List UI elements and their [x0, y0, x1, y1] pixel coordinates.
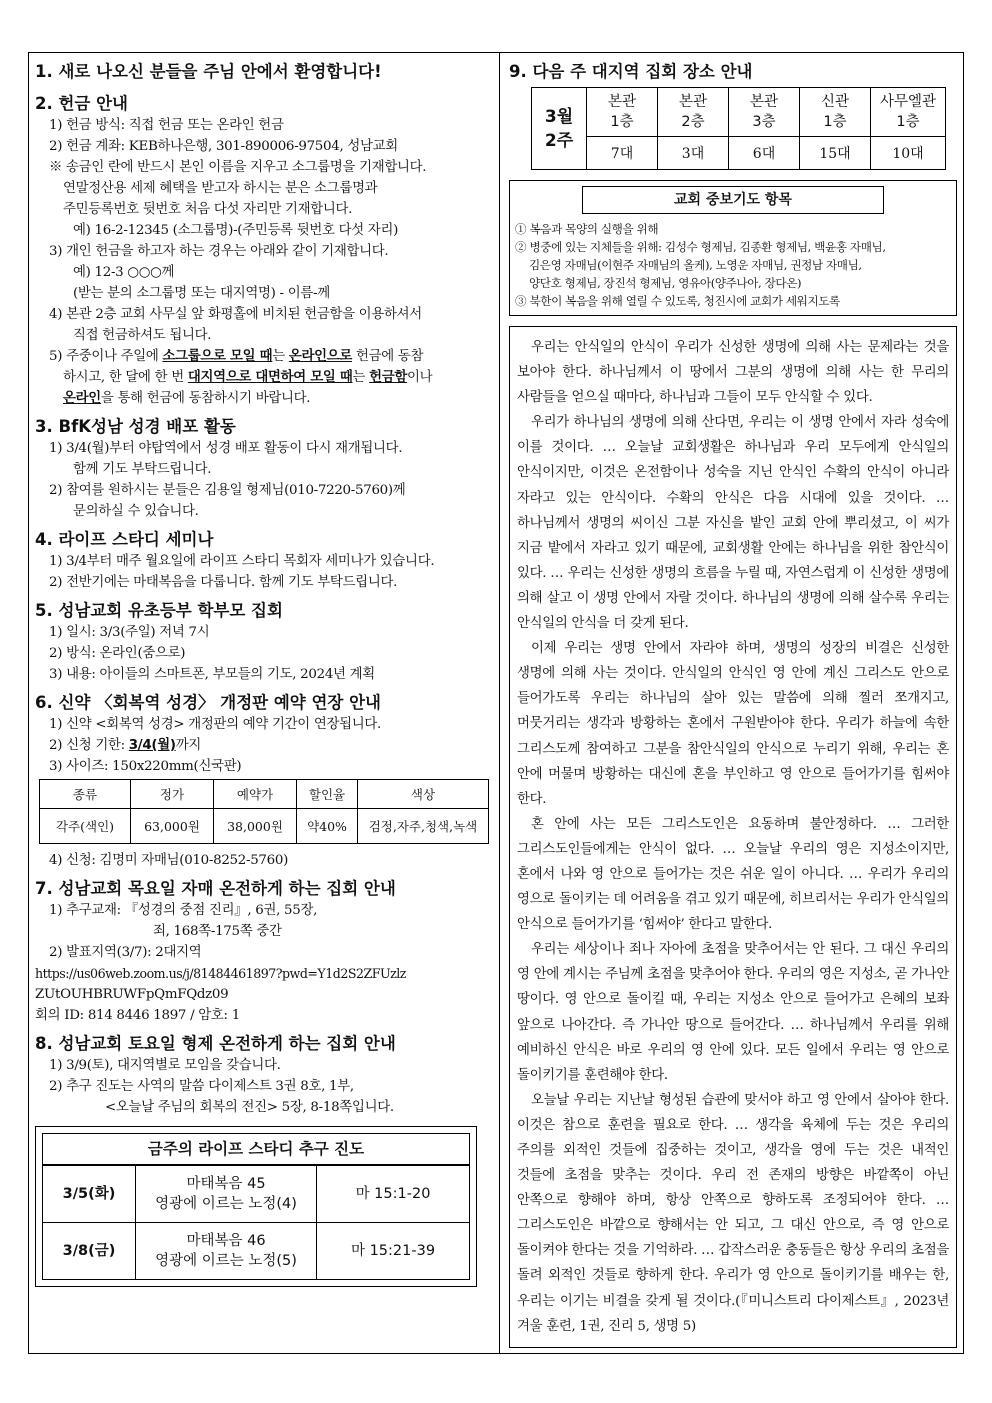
text-span: 이나	[407, 370, 433, 385]
week-number: 2주	[544, 130, 574, 151]
table-header: 정가	[131, 780, 214, 809]
table-cell: 38,000원	[214, 809, 297, 844]
section-brothers-meeting	[35, 1033, 491, 1118]
place-header	[658, 88, 729, 137]
ministry-digest-essay	[509, 326, 957, 1348]
place-building: 신관	[820, 94, 849, 110]
place-header	[800, 88, 871, 137]
text-line: 2) 헌금 계좌: KEB하나은행, 301-890006-97504, 성남교회	[49, 139, 398, 154]
section-welcome	[35, 61, 491, 83]
text-line: 1) 3/9(토), 대지역별로 모임을 갖습니다.	[49, 1058, 281, 1073]
text-span: 는	[272, 349, 289, 364]
place-header	[587, 88, 658, 137]
table-header: 할인율	[297, 780, 358, 809]
table-header: 색상	[358, 780, 489, 809]
life-study-progress-box	[35, 1126, 477, 1287]
text-line: ※ 송금인 란에 반드시 본인 이름을 지우고 소그룹명을 기재합니다.	[49, 160, 427, 175]
text-line: 죄, 168쪽-175쪽 중간	[153, 924, 282, 939]
section-title: 1. 새로 나오신 분들을 주님 안에서 환영합니다!	[35, 62, 382, 81]
section-title: 4. 라이프 스타디 세미나	[35, 530, 214, 549]
place-district: 7대	[587, 137, 658, 170]
text-line: 2) 추구 진도는 사역의 말씀 다이제스트 3권 8호, 1부,	[49, 1079, 354, 1094]
table-header: 종류	[40, 780, 131, 809]
text-span: 5) 주중이나 주일에	[49, 349, 163, 364]
text-span: 헌금에 동참	[352, 349, 424, 364]
progress-day: 3/5(화)	[43, 1166, 136, 1223]
place-floor: 1층	[896, 114, 920, 130]
place-floor: 2층	[681, 114, 705, 130]
zoom-link[interactable]: https://us06web.zoom.us/j/81484461897?pwd=Y1d2S2ZFUzlz	[35, 966, 406, 981]
table-cell: 각주(색인)	[40, 809, 131, 844]
section-life-study-seminar	[35, 529, 491, 593]
place-building: 본관	[749, 94, 778, 110]
essay-paragraph: 이제 우리는 생명 안에서 자라야 하며, 생명의 성장의 비결은 신성한 생명에 의해 사는 것이다. 안식일의 안식인 영 안에 계신 그리스도 안으로 들어가도록 우리는 하나님의 살아 있는 말씀에 의해 찔러 쪼개지고, 머뭇거리는 생각과 방황하는 혼에서 구원받아야 한다. 우리가 하늘에 속한 그리스도께 참여하고 그분을 참안식일의 안식으로 누리기 위해, 우리는 혼 안에 머물며 방황하는 대신에 혼을 부인하고 영 안으로 들어가기를 힘써야 한다.	[517, 641, 949, 807]
section-sisters-meeting	[35, 878, 491, 1026]
table-cell: 검정,자주,청색,녹색	[358, 809, 489, 844]
text-span: 는	[352, 370, 370, 385]
table-row	[40, 809, 489, 844]
text-line: 2) 방식: 온라인(줌으로)	[49, 646, 186, 661]
essay-paragraph: 오늘날 우리는 지난날 형성된 습관에 맞서야 하고 영 안에서 살아야 한다. 이것은 참으로 훈련을 필요로 한다. … 생각을 육체에 두는 것은 우리의 주의를 외적인 것들에 집중하는 것이고, 생각을 영에 두는 것은 내적인 것들에 초점을 맞추는 것이다. 우리 전 존재의 방향은 바깥쪽이 아닌 안쪽으로 향해야 하며, 항상 안쪽으로 향하도록 조정되어야 한다. … 그리스도인은 바깥으로 향해서는 안 되고, 그 대신 안으로, 즉 영 안으로 돌이켜야 한다는 것을 기억하라. … 갑작스러운 충동들은 항상 우리의 초점을 돌려 외적인 것들로 향하게 한다. 우리가 영 안으로 돌이키기를 배우는 한, 우리는 이기는 비결을 갖게 될 것이다.(『미니스트리 다이제스트』, 2023년 겨울 훈련, 1권, 진리 5, 생명 5)	[517, 1092, 949, 1334]
zoom-link-cont[interactable]: ZUtOUHBRUWFpQmFQdz09	[35, 987, 229, 1002]
text-line	[35, 346, 491, 367]
text-line: <오늘날 주님의 회복의 전진> 5장, 8-18쪽입니다.	[105, 1100, 394, 1115]
emphasis-text: 헌금함	[369, 370, 408, 385]
emphasis-text: 온라인으로	[288, 349, 353, 364]
progress-day: 3/8(금)	[43, 1223, 136, 1280]
week-month: 3월	[544, 106, 574, 127]
text-line: 2) 전반기에는 마태복음을 다룹니다. 함께 기도 부탁드립니다.	[49, 575, 398, 590]
meeting-place-table	[531, 87, 946, 170]
text-span: 을 통해 헌금에 동참하시기 바랍니다.	[100, 391, 311, 406]
section-title: 9. 다음 주 대지역 집회 장소 안내	[509, 62, 753, 81]
place-building: 사무엘관	[879, 94, 937, 110]
progress-ref: 마 15:1-20	[317, 1166, 470, 1223]
text-line: (받는 분의 소그룹명 또는 대지역명) - 이름-께	[73, 286, 330, 301]
place-header	[729, 88, 800, 137]
text-line: 1) 3/4부터 매주 월요일에 라이프 스타디 목회자 세미나가 있습니다.	[49, 554, 435, 569]
progress-message	[136, 1166, 317, 1223]
place-floor: 3층	[752, 114, 776, 130]
meeting-id: 회의 ID: 814 8446 1897 / 암호: 1	[35, 1008, 240, 1023]
text-line: 1) 일시: 3/3(주일) 저녁 7시	[49, 625, 210, 640]
column-divider	[499, 53, 500, 1353]
left-column	[35, 59, 491, 1287]
prayer-title: 교회 중보기도 항목	[582, 186, 884, 214]
text-line: 연말정산용 세제 혜택을 받고자 하시는 분은 소그룹명과	[63, 181, 378, 196]
text-line: 4) 본관 2층 교회 사무실 앞 화평홀에 비치된 헌금함을 이용하셔서	[49, 307, 422, 322]
section-title: 7. 성남교회 목요일 자매 온전하게 하는 집회 안내	[35, 879, 396, 898]
table-row	[532, 88, 946, 137]
place-floor: 1층	[610, 114, 634, 130]
text-span: 하시고, 한 달에 한 번	[63, 370, 188, 385]
message-number: 마태복음 45	[186, 1176, 266, 1192]
text-line: 예) 12-3 ○○○께	[73, 265, 175, 280]
text-line: 직접 헌금하셔도 됩니다.	[73, 328, 212, 343]
text-line: 1) 3/4(월)부터 야탑역에서 성경 배포 활동이 다시 재개됩니다.	[49, 441, 403, 456]
text-line: 3) 내용: 아이들의 스마트폰, 부모들의 기도, 2024년 계획	[49, 667, 375, 682]
prayer-item: ① 복음과 목양의 실행을 위해	[515, 222, 659, 236]
text-line: 2) 참여를 원하시는 분들은 김용일 형제님(010-7220-5760)께	[49, 483, 406, 498]
essay-paragraph: 우리는 세상이나 죄나 자아에 초점을 맞추어서는 안 된다. 그 대신 우리의 영 안에 계시는 주님께 초점을 맞추어야 한다. 우리의 영은 지성소, 곧 가나안 땅이다. 영 안으로 돌이킬 때, 우리는 지성소 안으로 들어가고 은혜의 보좌 앞으로 나아간다. 즉 가나안 땅으로 들어간다. … 하나님께서 우리를 위해 예비하신 안식은 바로 우리의 영 안에 있다. 모든 일에서 우리는 영 안으로 돌이키기를 훈련해야 한다.	[517, 942, 949, 1083]
emphasis-text: 대지역으로 대면하여 모일 때	[187, 370, 353, 385]
right-column	[509, 59, 957, 1348]
progress-title: 금주의 라이프 스타디 추구 진도	[42, 1133, 470, 1165]
text-line: 예) 16-2-12345 (소그룹명)-(주민등록 뒷번호 다섯 자리)	[73, 223, 398, 238]
progress-ref: 마 15:21-39	[317, 1223, 470, 1280]
essay-paragraph: 우리는 안식일의 안식이 우리가 신성한 생명에 의해 사는 문제라는 것을 보아야 한다. 하나님께서 이 땅에서 그분의 생명에 의해 사는 한 무리의 사람들을 얻으실 때마다, 하나님과 그들이 모두 안식할 수 있다.	[517, 340, 949, 406]
emphasis-text: 소그룹으로 모일 때	[162, 349, 273, 364]
table-row	[43, 1166, 470, 1223]
emphasis-text: 3/4(월)	[128, 738, 176, 753]
emphasis-text: 온라인	[63, 391, 101, 406]
table-header: 예약가	[214, 780, 297, 809]
text-span: 2) 신청 기한:	[49, 738, 129, 753]
text-line: 주민등록번호 뒷번호 처음 다섯 자리만 기재합니다.	[63, 202, 353, 217]
text-line: 2) 발표지역(3/7): 2대지역	[49, 945, 202, 960]
table-row	[43, 1223, 470, 1280]
text-line: 1) 신약 <회복역 성경> 개정판의 예약 기간이 연장됩니다.	[49, 717, 381, 732]
section-bible-distribution	[35, 416, 491, 522]
place-header	[871, 88, 946, 137]
table-row	[532, 137, 946, 170]
table-header-row	[40, 780, 489, 809]
price-table	[39, 779, 489, 844]
section-title: 3. BfK성남 성경 배포 활동	[35, 417, 236, 436]
table-cell: 약40%	[297, 809, 358, 844]
message-title: 영광에 이르는 노정(4)	[155, 1196, 297, 1212]
text-line: 함께 기도 부탁드립니다.	[73, 462, 212, 477]
text-line: 1) 추구교재: 『성경의 중점 진리』, 6권, 55장,	[49, 903, 318, 918]
text-line: 3) 개인 헌금을 하고자 하는 경우는 아래와 같이 기재합니다.	[49, 244, 389, 259]
text-line	[35, 388, 491, 409]
text-line	[35, 735, 491, 756]
message-number: 마태복음 46	[186, 1233, 266, 1249]
place-building: 본관	[607, 94, 636, 110]
section-recovery-bible	[35, 692, 491, 871]
bulletin-page	[28, 52, 964, 1354]
table-cell: 63,000원	[131, 809, 214, 844]
section-parents-meeting	[35, 600, 491, 685]
text-line	[35, 367, 491, 388]
prayer-item: ② 병중에 있는 지체들을 위해: 김성수 형제님, 김종환 형제님, 백윤홍 자매님,	[515, 240, 886, 254]
text-line: 3) 사이즈: 150x220mm(신국판)	[49, 759, 242, 774]
progress-table	[42, 1165, 470, 1280]
text-line: 문의하실 수 있습니다.	[73, 504, 199, 519]
section-title: 8. 성남교회 토요일 형제 온전하게 하는 집회 안내	[35, 1034, 396, 1053]
prayer-item: ③ 북한이 복음을 위해 열릴 수 있도록, 청진시에 교회가 세워지도록	[515, 294, 840, 308]
place-district: 10대	[871, 137, 946, 170]
place-district: 15대	[800, 137, 871, 170]
place-building: 본관	[678, 94, 707, 110]
essay-paragraph: 혼 안에 사는 모든 그리스도인은 요동하며 불안정하다. … 그러한 그리스도인들에게는 안식이 없다. … 오늘날 우리의 영은 지성소이지만, 혼에서 나와 영 안으로 들어가는 것은 쉬운 일이 아니다. … 우리가 우리의 영으로 돌이키는 데 어려움을 겪고 있기 때문에, 히브리서는 우리가 안식일의 안식으로 들어가기를 ‘힘써야’ 한다고 말한다.	[517, 816, 949, 933]
week-cell	[532, 88, 587, 170]
message-title: 영광에 이르는 노정(5)	[155, 1253, 297, 1269]
text-line: 4) 신청: 김명미 자매님(010-8252-5760)	[49, 853, 289, 868]
place-district: 3대	[658, 137, 729, 170]
text-span: 까지	[175, 738, 201, 753]
prayer-box	[509, 180, 957, 316]
section-title: 2. 헌금 안내	[35, 94, 128, 113]
section-title: 5. 성남교회 유초등부 학부모 집회	[35, 601, 283, 620]
place-floor: 1층	[823, 114, 847, 130]
place-district: 6대	[729, 137, 800, 170]
section-title: 6. 신약 〈회복역 성경〉 개정판 예약 연장 안내	[35, 693, 381, 712]
progress-message	[136, 1223, 317, 1280]
prayer-item: 양단호 형제님, 장진석 형제님, 영유아(양주나아, 장다온)	[529, 276, 802, 290]
section-offering	[35, 93, 491, 409]
text-line: 1) 헌금 방식: 직접 헌금 또는 온라인 헌금	[49, 118, 284, 133]
essay-paragraph: 우리가 하나님의 생명에 의해 산다면, 우리는 이 생명 안에서 자라 성숙에 이를 것이다. … 오늘날 교회생활은 하나님과 우리 모두에게 안식일의 안식이지만, 이것은 온전함이나 성숙을 지닌 안식인 수확의 안식이 아니라 자라고 있는 안식이다. 수확의 안식은 다음 시대에 있을 것이다. … 하나님께서 생명의 씨이신 그분 자신을 밭인 교회 안에 뿌리셨고, 이 씨가 지금 밭에서 자라고 있기 때문에, 교회생활 안에는 하나님을 위한 참안식이 있다. … 우리는 신성한 생명의 흐름을 누릴 때, 자연스럽게 이 신성한 생명에 의해 살고 이 생명 안에서 자랄 것이다. 하나님의 생명에 의해 살수록 우리는 안식일의 안식을 더 갖게 된다.	[517, 415, 949, 632]
prayer-item: 김은영 자매님(이현주 자매님의 올케), 노영운 자매님, 권정남 자매님,	[529, 258, 862, 272]
